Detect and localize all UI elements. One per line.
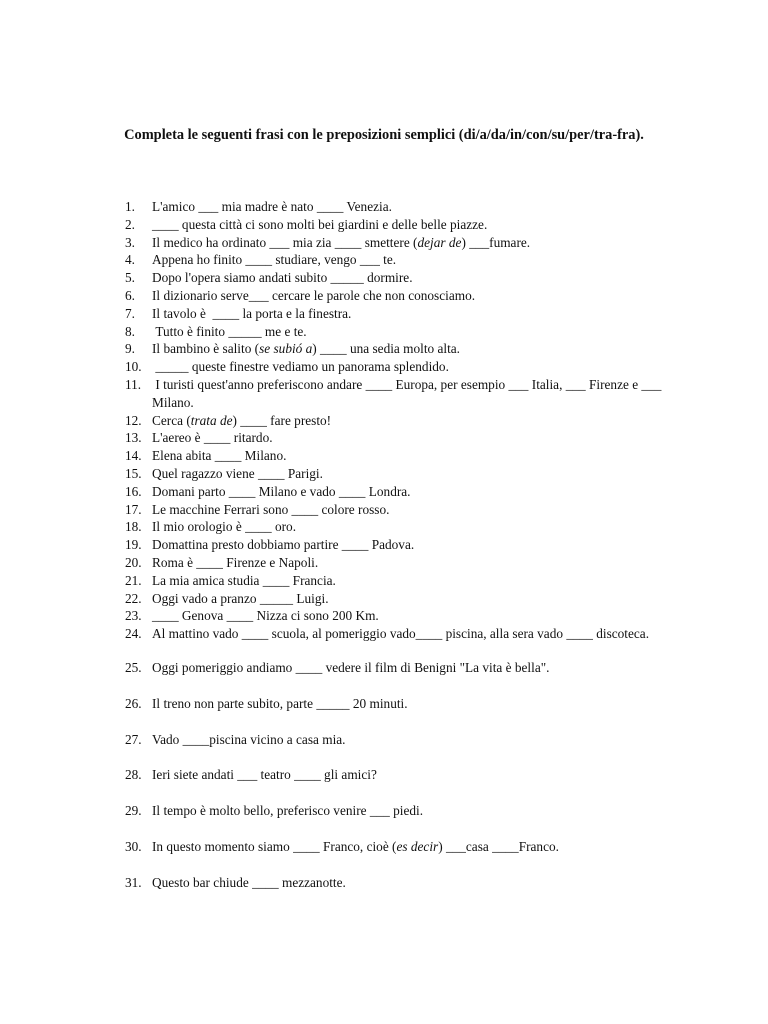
item-number: 1. <box>125 199 135 214</box>
sentence-fragment: Elena abita ____ Milano. <box>152 448 287 464</box>
sentence-fragment: Il tempo è molto bello, preferisco venire ___ piedi. <box>152 803 424 819</box>
item-number: 8. <box>125 323 135 339</box>
sentence-fragment: Il treno non parte subito, parte _____ 20 minuti. <box>152 695 408 711</box>
item-text <box>152 519 296 534</box>
exercise-item <box>125 269 685 287</box>
item-text <box>152 306 351 321</box>
item-number: 2. <box>125 216 135 232</box>
sentence-fragment: ) ____ fare presto! <box>232 412 332 428</box>
item-number: 27. <box>125 731 142 747</box>
sentence-fragment: ) ____ una sedia molto alta. <box>312 341 461 357</box>
exercise-item <box>125 802 685 820</box>
item-number: 18. <box>125 519 142 535</box>
exercise-item <box>125 572 685 590</box>
sentence-fragment: Il tavolo è ____ la porta e la finestra. <box>152 305 352 321</box>
italic-gloss: es decir <box>396 838 439 854</box>
item-number: 13. <box>125 430 142 446</box>
exercise-item <box>125 305 685 323</box>
sentence-fragment: ) ___fumare. <box>461 234 531 250</box>
exercise-item <box>125 234 685 252</box>
exercise-item <box>125 874 685 892</box>
sentence-fragment: L'aereo è ____ ritardo. <box>152 430 273 446</box>
item-number: 29. <box>125 803 142 819</box>
sentence-fragment: Il dizionario serve___ cercare le parole che non conosciamo. <box>152 287 476 303</box>
sentence-fragment: Le macchine Ferrari sono ____ colore rosso. <box>152 501 390 517</box>
item-text <box>152 502 389 517</box>
item-number: 20. <box>125 554 142 570</box>
item-number: 11. <box>125 376 142 392</box>
item-text <box>152 217 487 232</box>
exercise-list <box>125 198 685 892</box>
item-text <box>152 573 336 588</box>
sentence-fragment: Al mattino vado ____ scuola, al pomeriggio vado____ piscina, alla sera vado ____ discoteca. <box>152 626 650 642</box>
item-number: 22. <box>125 590 142 606</box>
sentence-fragment: In questo momento siamo ____ Franco, cioè ( <box>152 838 397 854</box>
sentence-fragment: Appena ho finito ____ studiare, vengo ___ te. <box>152 252 397 268</box>
item-text <box>152 626 649 641</box>
sentence-fragment: _____ queste finestre vediamo un panorama splendido. <box>152 359 449 375</box>
exercise-item <box>125 838 685 856</box>
item-number: 19. <box>125 537 142 553</box>
item-number: 26. <box>125 695 142 711</box>
sentence-fragment: I turisti quest'anno preferiscono andare ____ Europa, per esempio ___ Italia, ___ Firenze e ___ Milano. <box>152 376 665 410</box>
sentence-fragment: Vado ____piscina vicino a casa mia. <box>152 731 346 747</box>
item-number: 12. <box>125 412 142 428</box>
exercise-item <box>125 465 685 483</box>
item-text <box>152 430 273 445</box>
item-text <box>152 270 413 285</box>
item-number: 25. <box>125 659 142 675</box>
sentence-fragment: ____ questa città ci sono molti bei giardini e delle belle piazze. <box>152 216 488 232</box>
sentence-fragment: Ieri siete andati ___ teatro ____ gli amici? <box>152 767 377 783</box>
item-text <box>152 448 286 463</box>
sentence-fragment: Cerca ( <box>152 412 191 428</box>
item-text <box>152 537 414 552</box>
exercise-item <box>125 501 685 519</box>
exercise-item <box>125 251 685 269</box>
sentence-fragment: Domattina presto dobbiamo partire ____ Padova. <box>152 537 415 553</box>
item-number: 10. <box>125 359 142 375</box>
exercise-item <box>125 695 685 713</box>
sentence-fragment: Domani parto ____ Milano e vado ____ Londra. <box>152 483 411 499</box>
item-number: 24. <box>125 626 142 642</box>
item-text <box>152 377 665 410</box>
item-number: 5. <box>125 270 135 286</box>
item-text <box>152 235 530 250</box>
item-text <box>152 359 449 374</box>
item-text <box>152 732 346 747</box>
italic-gloss: se subió a <box>259 341 313 357</box>
exercise-item <box>125 625 685 643</box>
exercise-item <box>125 447 685 465</box>
item-number: 9. <box>125 341 135 357</box>
item-number: 31. <box>125 874 142 890</box>
item-number: 21. <box>125 572 142 588</box>
exercise-item <box>125 287 685 305</box>
sentence-fragment: La mia amica studia ____ Francia. <box>152 572 336 588</box>
item-text <box>152 555 318 570</box>
exercise-item <box>125 483 685 501</box>
item-number: 3. <box>125 234 135 250</box>
item-number: 16. <box>125 483 142 499</box>
item-text <box>152 803 423 818</box>
item-number: 15. <box>125 465 142 481</box>
item-number: 17. <box>125 501 142 517</box>
item-text <box>152 252 396 267</box>
item-text <box>152 324 307 339</box>
item-text <box>152 696 408 711</box>
exercise-item <box>125 376 685 412</box>
item-number: 6. <box>125 287 135 303</box>
exercise-item <box>125 429 685 447</box>
exercise-item <box>125 412 685 430</box>
item-text <box>152 341 460 356</box>
item-text <box>152 839 559 854</box>
sentence-fragment: Il mio orologio è ____ oro. <box>152 519 297 535</box>
exercise-item <box>125 518 685 536</box>
item-text <box>152 413 331 428</box>
item-text <box>152 199 392 214</box>
sentence-fragment: Roma è ____ Firenze e Napoli. <box>152 554 319 570</box>
sentence-fragment: ) ___casa ____Franco. <box>438 838 559 854</box>
item-text <box>152 484 411 499</box>
item-number: 23. <box>125 608 142 624</box>
italic-gloss: trata de <box>190 412 233 428</box>
sentence-fragment: Oggi vado a pranzo _____ Luigi. <box>152 590 329 606</box>
exercise-item <box>125 216 685 234</box>
sentence-fragment: ____ Genova ____ Nizza ci sono 200 Km. <box>152 608 379 624</box>
item-text <box>152 591 329 606</box>
item-number: 7. <box>125 305 135 321</box>
exercise-item <box>125 590 685 608</box>
item-text <box>152 875 346 890</box>
item-number: 4. <box>125 252 135 268</box>
sentence-fragment: Questo bar chiude ____ mezzanotte. <box>152 874 346 890</box>
item-text <box>152 608 379 623</box>
sentence-fragment: Quel ragazzo viene ____ Parigi. <box>152 465 323 481</box>
item-number: 14. <box>125 448 142 464</box>
exercise-item <box>125 536 685 554</box>
exercise-item <box>125 323 685 341</box>
item-text <box>152 288 475 303</box>
exercise-item <box>125 198 685 216</box>
sentence-fragment: L'amico ___ mia madre è nato ____ Venezia. <box>152 199 392 214</box>
italic-gloss: dejar de <box>417 234 462 250</box>
exercise-item <box>125 340 685 358</box>
sentence-fragment: Tutto è finito _____ me e te. <box>152 323 307 339</box>
item-number: 30. <box>125 838 142 854</box>
exercise-item <box>125 659 685 677</box>
exercise-item <box>125 766 685 784</box>
exercise-item <box>125 731 685 749</box>
item-text <box>152 767 377 782</box>
item-number: 28. <box>125 767 142 783</box>
exercise-item <box>125 358 685 376</box>
sentence-fragment: Il bambino è salito ( <box>152 341 260 357</box>
exercise-item <box>125 607 685 625</box>
sentence-fragment: Oggi pomeriggio andiamo ____ vedere il film di Benigni "La vita è bella". <box>152 659 550 675</box>
item-text <box>152 466 323 481</box>
sentence-fragment: Il medico ha ordinato ___ mia zia ____ smettere ( <box>152 234 418 250</box>
exercise-title: Completa le seguenti frasi con le preposizioni semplici (di/a/da/in/con/su/per/tra-fra). <box>124 127 644 143</box>
item-text <box>152 660 549 675</box>
exercise-item <box>125 554 685 572</box>
sentence-fragment: Dopo l'opera siamo andati subito _____ dormire. <box>152 270 413 286</box>
